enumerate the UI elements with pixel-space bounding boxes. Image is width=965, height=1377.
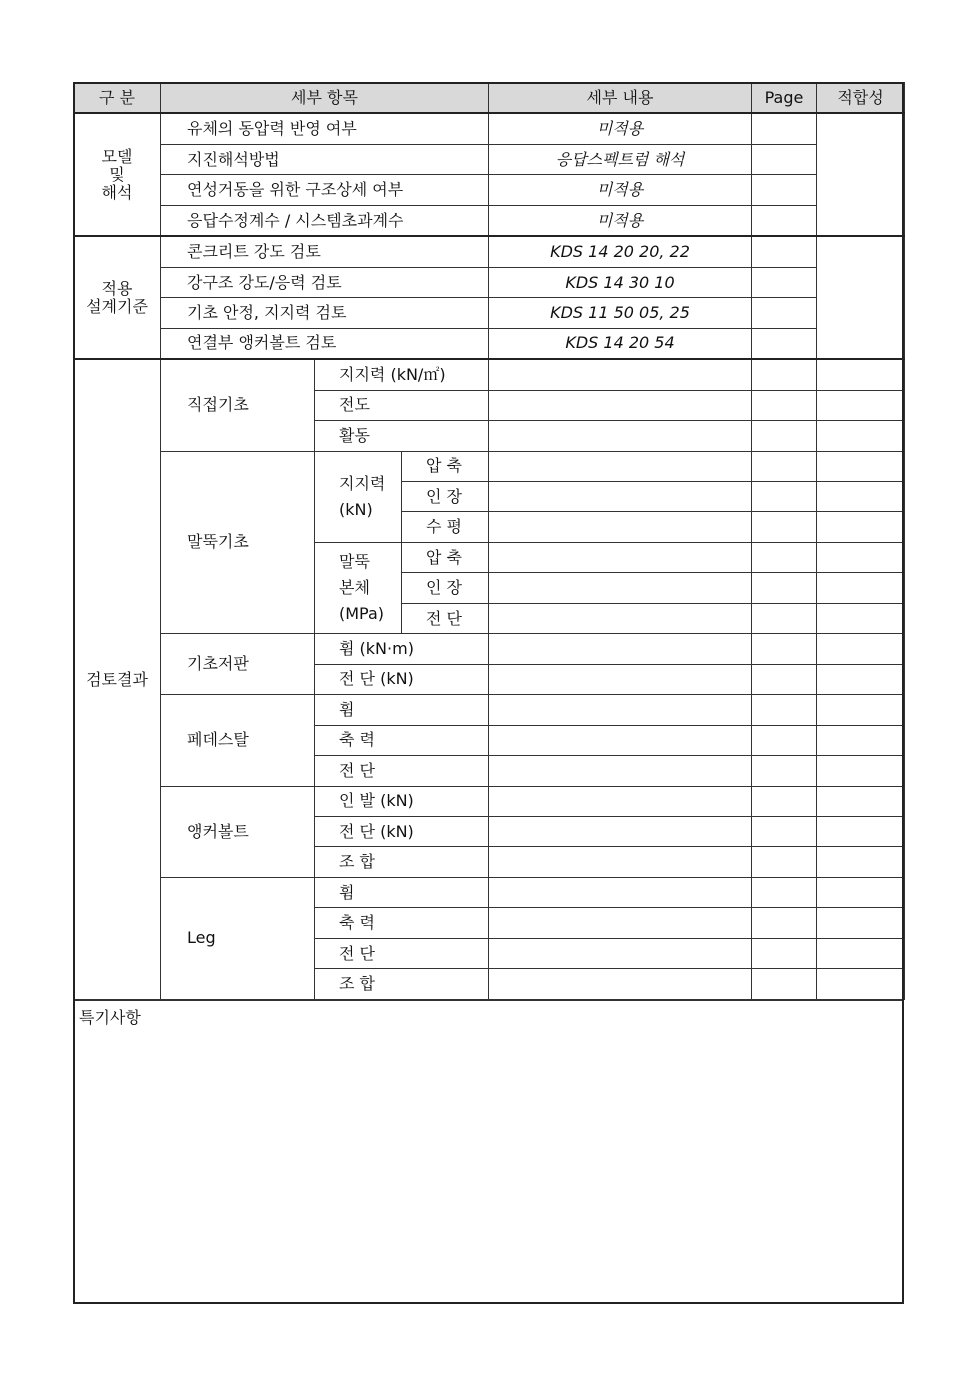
fit-cell[interactable] [817, 390, 905, 420]
table-row [74, 267, 905, 297]
page-cell[interactable] [752, 236, 817, 267]
table-row [74, 328, 905, 359]
fit-cell[interactable] [817, 359, 905, 390]
pile-body-label: 말뚝 본체 (MPa) [315, 542, 402, 633]
content-cell[interactable] [489, 877, 752, 907]
fit-cell[interactable] [817, 938, 905, 968]
page-cell[interactable] [752, 908, 817, 938]
design-item: 콘크리트 강도 검토 [161, 236, 489, 267]
page-cell[interactable] [752, 113, 817, 144]
design-content: KDS 11 50 05, 25 [489, 298, 752, 328]
content-cell[interactable] [489, 847, 752, 877]
fit-cell[interactable] [817, 573, 905, 603]
check-item: 휨 (kN·m) [315, 634, 489, 664]
fit-cell[interactable] [817, 542, 905, 572]
header-row [74, 83, 905, 114]
check-item: 인 장 [402, 481, 489, 511]
section-results-label: 검토결과 [74, 359, 161, 999]
content-cell[interactable] [489, 634, 752, 664]
content-cell[interactable] [489, 664, 752, 694]
check-item: 인 발 (kN) [315, 786, 489, 816]
fit-cell[interactable] [817, 481, 905, 511]
fit-cell[interactable] [817, 512, 905, 542]
design-item: 강구조 강도/응력 검토 [161, 267, 489, 297]
page-cell[interactable] [752, 542, 817, 572]
check-item: 휨 [315, 695, 489, 725]
model-item: 응답수정계수 / 시스템초과계수 [161, 205, 489, 236]
page-cell[interactable] [752, 725, 817, 755]
header-content: 세부 내용 [489, 83, 752, 114]
fit-cell[interactable] [817, 969, 905, 1000]
section-design-label: 적용 설계기준 [74, 236, 161, 359]
pedestal-label: 페데스탈 [161, 695, 315, 786]
check-item: 활동 [315, 421, 489, 451]
fit-cell[interactable] [817, 236, 905, 359]
fit-cell[interactable] [817, 603, 905, 633]
check-item: 축 력 [315, 725, 489, 755]
content-cell[interactable] [489, 421, 752, 451]
direct-foundation-label: 직접기초 [161, 359, 315, 451]
page-cell[interactable] [752, 451, 817, 481]
content-cell[interactable] [489, 512, 752, 542]
page-cell[interactable] [752, 938, 817, 968]
header-fit: 적합성 [817, 83, 905, 114]
table-row [74, 236, 905, 267]
content-cell[interactable] [489, 786, 752, 816]
special-notes-label: 특기사항 [79, 1008, 141, 1027]
page-cell[interactable] [752, 421, 817, 451]
page-cell[interactable] [752, 481, 817, 511]
table-row [74, 451, 905, 481]
table-row [74, 144, 905, 174]
check-item: 인 장 [402, 573, 489, 603]
review-checklist-sheet [73, 82, 904, 1304]
check-item: 전 단 (kN) [315, 816, 489, 846]
checklist-table [73, 82, 905, 1000]
fit-cell[interactable] [817, 908, 905, 938]
design-item: 연결부 앵커볼트 검토 [161, 328, 489, 359]
fit-cell[interactable] [817, 786, 905, 816]
table-row [74, 786, 905, 816]
header-page: Page [752, 83, 817, 114]
content-cell[interactable] [489, 481, 752, 511]
page-cell[interactable] [752, 816, 817, 846]
content-cell[interactable] [489, 908, 752, 938]
design-content: KDS 14 20 20, 22 [489, 236, 752, 267]
content-cell[interactable] [489, 938, 752, 968]
fit-cell[interactable] [817, 451, 905, 481]
content-cell[interactable] [489, 451, 752, 481]
table-row [74, 634, 905, 664]
check-item: 조 합 [315, 847, 489, 877]
check-item: 휨 [315, 877, 489, 907]
page-cell[interactable] [752, 664, 817, 694]
page-cell[interactable] [752, 359, 817, 390]
page-cell[interactable] [752, 298, 817, 328]
content-cell[interactable] [489, 542, 752, 572]
check-item: 전 단 [402, 603, 489, 633]
page-cell[interactable] [752, 786, 817, 816]
section-model-label: 모델 및 해석 [74, 113, 161, 236]
fit-cell[interactable] [817, 664, 905, 694]
model-content: 응답스펙트럼 해석 [489, 144, 752, 174]
leg-label: Leg [161, 877, 315, 999]
content-cell[interactable] [489, 756, 752, 786]
page-cell[interactable] [752, 390, 817, 420]
pile-bearing-label: 지지력 (kN) [315, 451, 402, 542]
design-item: 기초 안정, 지지력 검토 [161, 298, 489, 328]
page-cell[interactable] [752, 634, 817, 664]
page-cell[interactable] [752, 969, 817, 1000]
page-cell[interactable] [752, 205, 817, 236]
check-item: 전 단 [315, 938, 489, 968]
table-row [74, 695, 905, 725]
design-content: KDS 14 20 54 [489, 328, 752, 359]
design-content: KDS 14 30 10 [489, 267, 752, 297]
check-item: 지지력 (kN/㎡) [315, 359, 489, 390]
fit-cell[interactable] [817, 113, 905, 236]
page-cell[interactable] [752, 695, 817, 725]
content-cell[interactable] [489, 603, 752, 633]
fit-cell[interactable] [817, 877, 905, 907]
header-items: 세부 항목 [161, 83, 489, 114]
anchor-bolt-label: 앵커볼트 [161, 786, 315, 877]
table-row [74, 359, 905, 390]
fit-cell[interactable] [817, 816, 905, 846]
fit-cell[interactable] [817, 695, 905, 725]
page-cell[interactable] [752, 847, 817, 877]
model-item: 유체의 동압력 반영 여부 [161, 113, 489, 144]
check-item: 축 력 [315, 908, 489, 938]
base-slab-label: 기초저판 [161, 634, 315, 695]
fit-cell[interactable] [817, 847, 905, 877]
table-row [74, 113, 905, 144]
page-cell[interactable] [752, 512, 817, 542]
model-item: 연성거동을 위한 구조상세 여부 [161, 175, 489, 205]
model-content: 미적용 [489, 175, 752, 205]
check-item: 수 평 [402, 512, 489, 542]
model-content: 미적용 [489, 205, 752, 236]
table-row [74, 877, 905, 907]
content-cell[interactable] [489, 725, 752, 755]
check-item: 전도 [315, 390, 489, 420]
model-item: 지진해석방법 [161, 144, 489, 174]
content-cell[interactable] [489, 359, 752, 390]
page-cell[interactable] [752, 603, 817, 633]
pile-foundation-label: 말뚝기초 [161, 451, 315, 634]
check-item: 전 단 [315, 756, 489, 786]
page-cell[interactable] [752, 267, 817, 297]
page-cell[interactable] [752, 144, 817, 174]
fit-cell[interactable] [817, 725, 905, 755]
page-cell[interactable] [752, 328, 817, 359]
content-cell[interactable] [489, 573, 752, 603]
page-cell[interactable] [752, 573, 817, 603]
table-row [74, 298, 905, 328]
check-item: 전 단 (kN) [315, 664, 489, 694]
page-cell[interactable] [752, 756, 817, 786]
fit-cell[interactable] [817, 634, 905, 664]
fit-cell[interactable] [817, 756, 905, 786]
content-cell[interactable] [489, 816, 752, 846]
header-gubun: 구 분 [74, 83, 161, 114]
check-item: 압 축 [402, 542, 489, 572]
content-cell[interactable] [489, 695, 752, 725]
table-row [74, 205, 905, 236]
check-item: 조 합 [315, 969, 489, 1000]
content-cell[interactable] [489, 390, 752, 420]
page-cell[interactable] [752, 877, 817, 907]
check-item: 압 축 [402, 451, 489, 481]
fit-cell[interactable] [817, 421, 905, 451]
model-content: 미적용 [489, 113, 752, 144]
special-notes-area[interactable] [73, 1000, 904, 1304]
page-cell[interactable] [752, 175, 817, 205]
table-row [74, 175, 905, 205]
content-cell[interactable] [489, 969, 752, 1000]
